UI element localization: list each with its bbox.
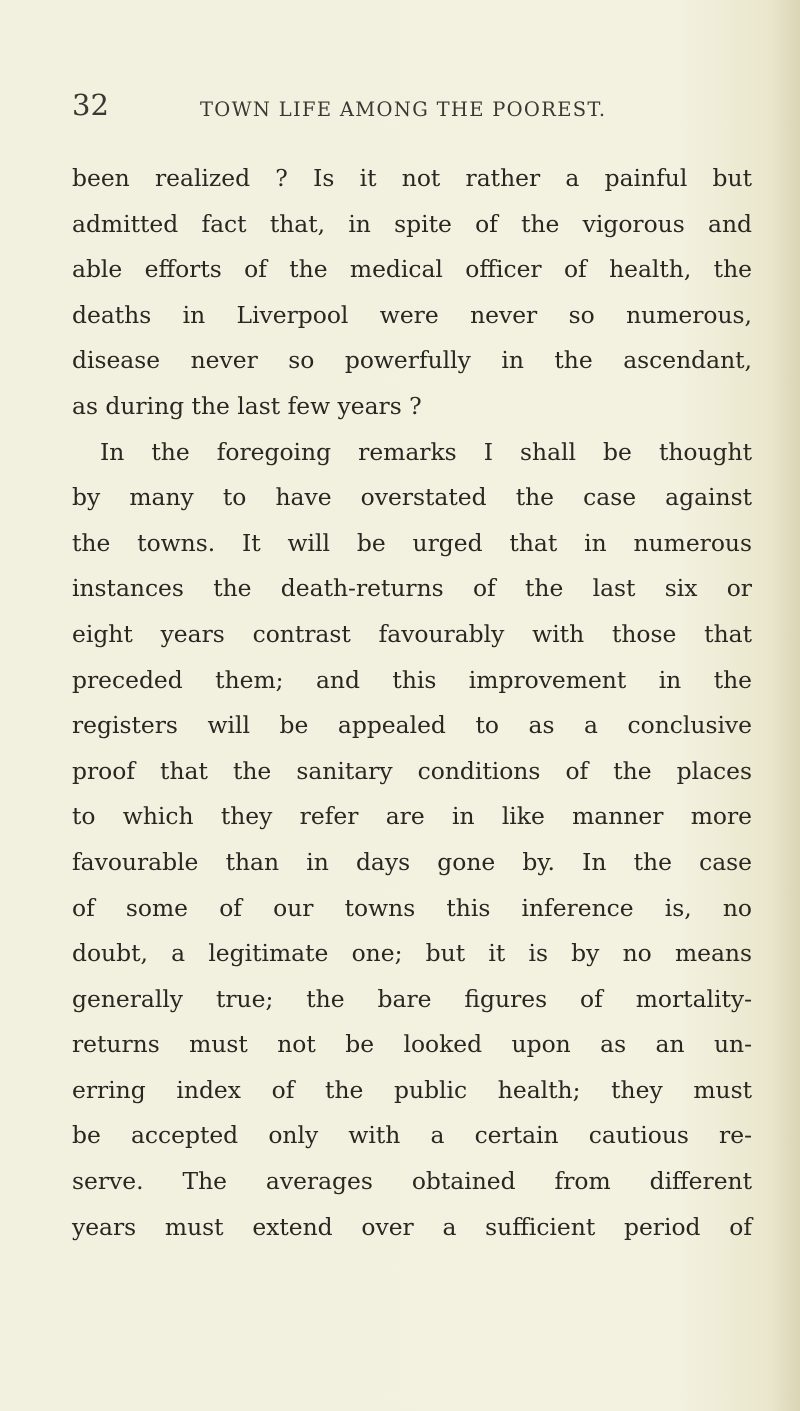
running-title: TOWN LIFE AMONG THE POOREST.: [200, 98, 607, 121]
text-line: by many to have overstated the case against: [72, 483, 752, 512]
text-line: returns must not be looked upon as an un-: [72, 1030, 752, 1059]
text-line: be accepted only with a certain cautious re-: [72, 1121, 752, 1150]
text-line: the towns. It will be urged that in numerous: [72, 528, 752, 557]
text-line: In the foregoing remarks I shall be thought: [100, 437, 752, 466]
body-text: [72, 156, 752, 1250]
text-line: registers will be appealed to as a conclusive: [72, 711, 752, 740]
text-line: of some of our towns this inference is, no: [72, 893, 752, 922]
text-line: preceded them; and this improvement in the: [72, 665, 752, 694]
text-line: proof that the sanitary conditions of the places: [72, 756, 752, 785]
page-edge-shadow: [772, 0, 800, 1411]
text-line: admitted fact that, in spite of the vigorous and: [72, 209, 752, 238]
running-head: [72, 88, 692, 132]
text-line: as during the last few years ?: [72, 391, 422, 420]
text-line: years must extend over a sufficient period of: [72, 1212, 752, 1241]
text-line: favourable than in days gone by. In the case: [72, 847, 752, 876]
text-line: been realized ? Is it not rather a painful but: [72, 164, 752, 192]
text-line: disease never so powerfully in the ascendant,: [72, 346, 752, 375]
text-line: erring index of the public health; they must: [72, 1075, 752, 1104]
text-line: generally true; the bare figures of mortality-: [72, 984, 752, 1013]
page-number: 32: [72, 88, 109, 122]
text-line: serve. The averages obtained from different: [72, 1167, 752, 1196]
text-line: eight years contrast favourably with those that: [72, 619, 752, 648]
text-line: deaths in Liverpool were never so numerous,: [72, 300, 752, 329]
text-line: able efforts of the medical officer of health, the: [72, 255, 752, 284]
text-line: doubt, a legitimate one; but it is by no means: [72, 939, 752, 968]
text-line: instances the death-returns of the last six or: [72, 574, 752, 603]
text-line: to which they refer are in like manner more: [72, 802, 752, 831]
